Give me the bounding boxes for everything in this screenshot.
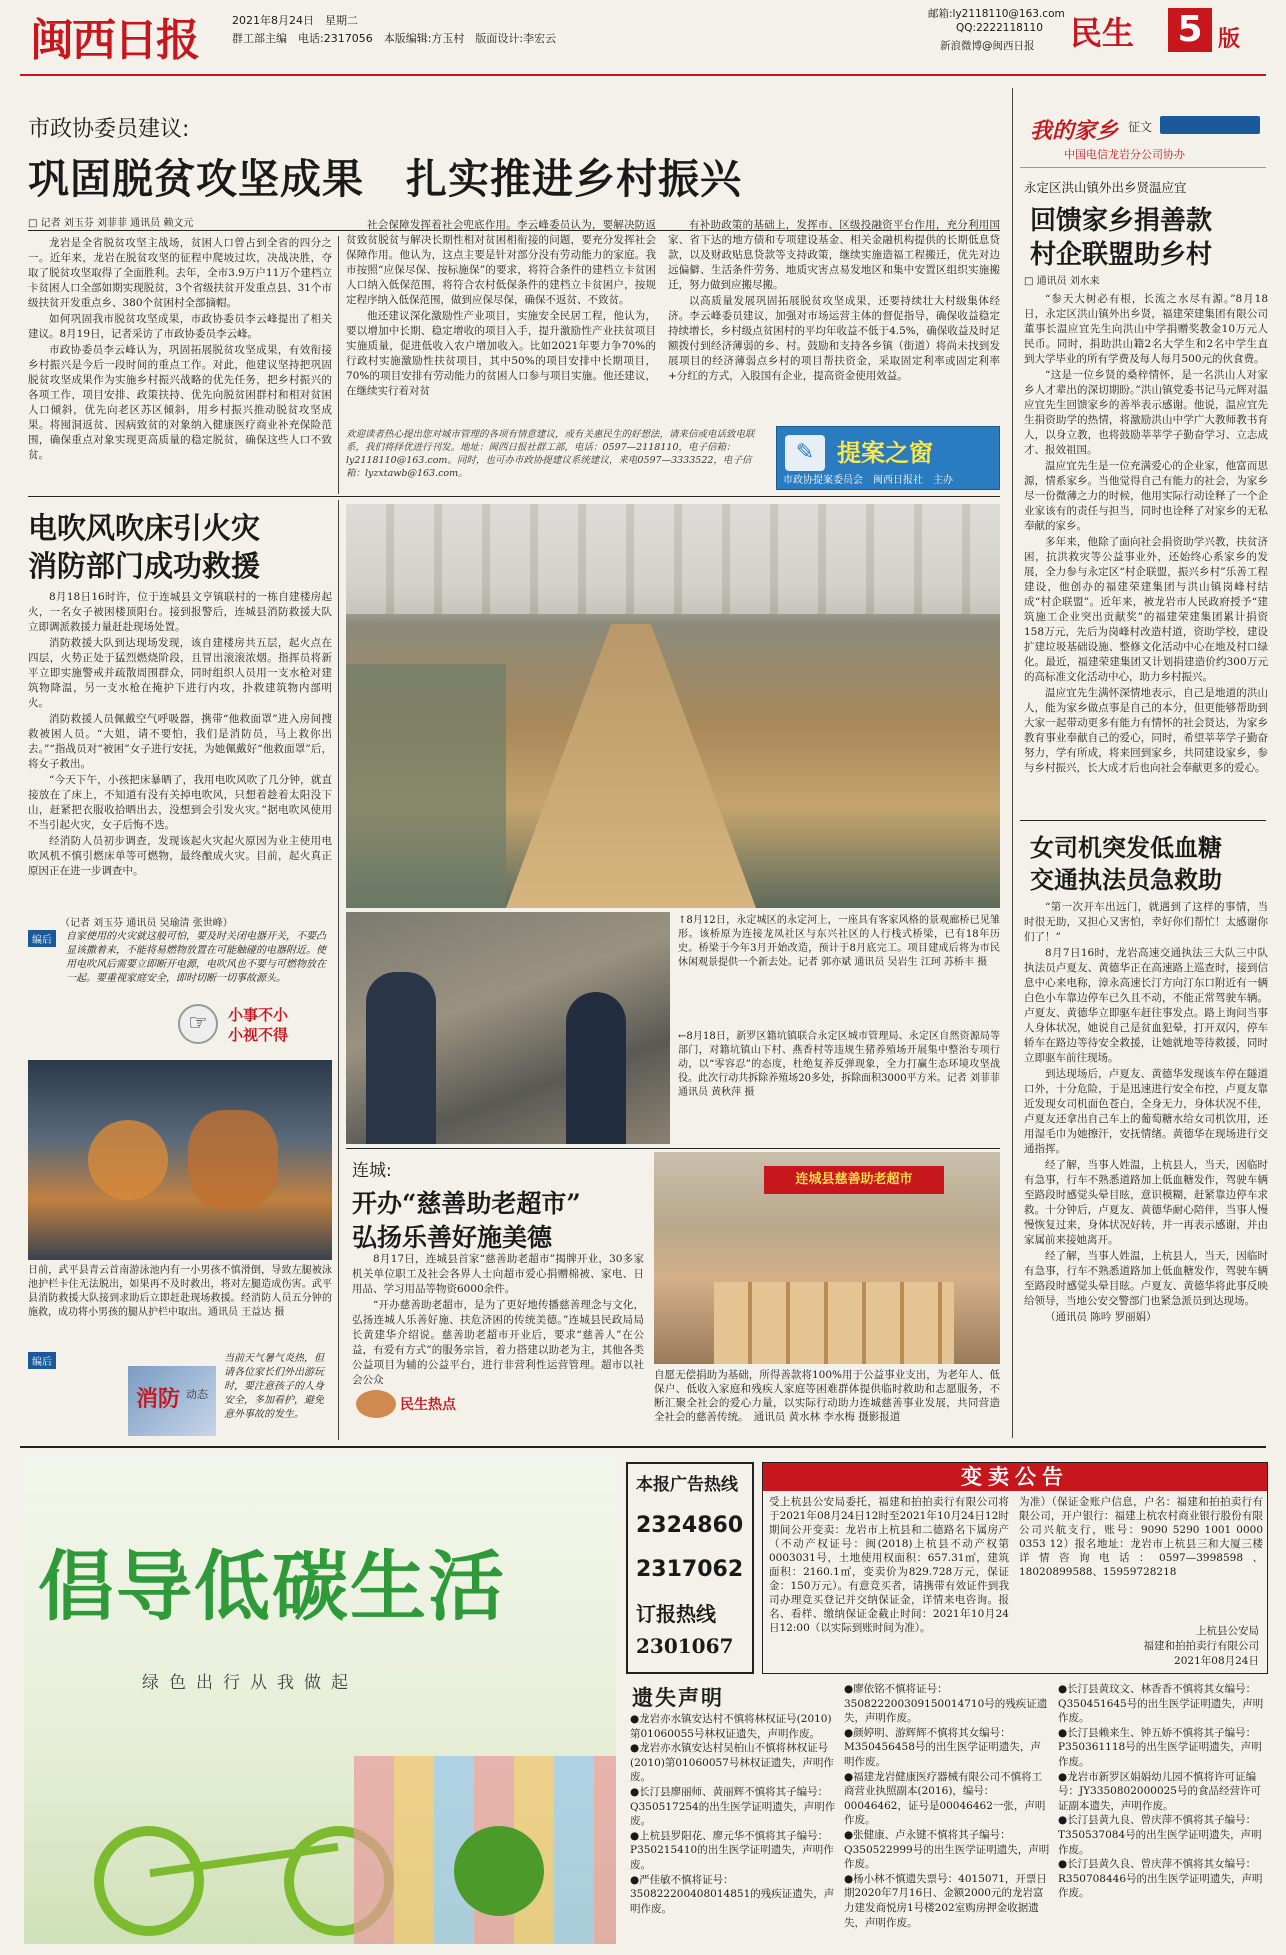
lost-item: ●上杭县罗阳花、廖元华不慎将其子编号：P350215410的出生医学证明遗失，声明作废。 [630, 1829, 834, 1871]
bridge-caption [678, 914, 1000, 1026]
lead-column-1 [28, 236, 332, 494]
rescue-tag-sub: 动态 [186, 1388, 208, 1401]
auction-title: 变卖公告 [763, 1463, 1267, 1491]
fire-para: 消防救援人员佩戴空气呼吸器，携带“他救面罩”进入房间搜救被困人员。“大姐，请不要怕，我们是消防员，马上救你出去。”“指战员对“被困”女子进行安抚，为她佩戴好“他救面罩”后，将女子救出。 [28, 713, 332, 770]
lost-column-3 [1058, 1682, 1264, 1946]
essay-contest-banner [1020, 112, 1266, 168]
charity-headline-2: 弘扬乐善好施美德 [352, 1223, 553, 1252]
driver-headline-2: 交通执法员急救助 [1030, 865, 1222, 894]
ad-headline: 倡导低碳生活 [38, 1542, 506, 1631]
qq: QQ:2222118110 [956, 22, 1043, 34]
sidebar-headline-2: 村企联盟助乡村 [1030, 240, 1213, 270]
logo: 闽西日报 [30, 15, 198, 66]
fire-body [28, 590, 332, 914]
fire-para: 经消防人员初步调查，发现该起火灾起火原因为业主使用电吹风机不慎引燃床单等可燃物，最终酿成火灾。目前，起火真正原因正在进一步调查中。 [28, 835, 332, 877]
charity-headline-1: 开办“慈善助老超市” [352, 1189, 581, 1218]
lost-item: ●长汀县黄九良、曾庆萍不慎将其子编号：T350537084号的出生医学证明遗失，声明作废。 [1058, 1814, 1262, 1856]
contest-brand-1: 我的家乡 [1030, 118, 1119, 144]
auction-text-left: 受上杭县公安局委托，福建和拍拍卖行有限公司将于2021年08月24日12时至2021年10月24日12时期间公开变卖：龙岩市上杭县和二德路名下属房产（不动产权证号：闽(2018)上杭县不动产权第0003031号，土地使用权面积：657.31㎡，建筑面积：2160.1㎡，变卖价为829.728万元，保证金：150万元）。有意竞买者，请携带有效证件到我司办理竞买登记并交纳保证金，详情来电咨询。报名、看样、缴纳保证金截止时间：2021年10月24日12:00（以实际到账时间为准）。 [769, 1496, 1009, 1634]
hot-label: 民生热点 [400, 1397, 456, 1413]
lead-para: 龙岩是全省脱贫攻坚主战场，贫困人口曾占到全省的四分之一。近年来，龙岩在脱贫攻坚的征程中爬坡过坎，决战决胜，夺取了脱贫攻坚取得了全面胜利。去年，全市3.9万户11万个建档立卡贫困人口全部如期实现脱贫，3个省级扶贫开发重点县、31个市级扶贫开发重点乡、380个贫困村全部摘帽。 [28, 237, 332, 309]
pig-farm-demolition-photo [346, 912, 670, 1144]
proposal-window-title: 提案之窗 [837, 438, 933, 467]
fire-para: 消防救援大队到达现场发现，该自建楼房共五层，起火点在四层，火势正处于猛烈燃烧阶段，且冒出滚滚浓烟。指挥员将新平立即实施警戒并疏散周围群众，同时组织人员用一支水枪对建筑物降温，另一支水枪在掩护下进行内攻，扑救建筑物内部明火。 [28, 637, 332, 709]
date-line: 2021年8月24日 星期二 [232, 14, 358, 27]
lost-item: ●龙岩市新罗区娟娟幼儿园不慎将许可证编号：JY3350802000025号的食品经营许可证副本遗失，声明作废。 [1058, 1770, 1261, 1812]
driver-para: 经了解，当事人姓温，上杭县人，当天，因临时有急事，行车不熟悉道路加上低血糖发作，驾驶车辆至路段时感觉头晕目眩，意识模糊，赶紧靠边停车求救。十分钟后，卢夏友、黄德华耐心陪伴，当事人慢慢恢复过来，身体状况好转，并一再表示感谢，并由家属前来接她离开。 [1024, 1159, 1268, 1246]
sidebar-para: 温应宜先生满怀深情地表示，自己是地道的洪山人，能为家乡做点事是自己的本分，但更能够帮助到大家一起带动更多有能力有情怀的社会贤达，为家乡教育事业奉献自己的爱心，同时，希望莘莘学子勤奋努力，学有所成，将来回到家乡，共同建设家乡，参与乡村振兴，长大成才后也向社会奉献更多的爱心。 [1024, 687, 1268, 774]
auction-text-right: 为准）（保证金账户信息，户名：福建和拍拍卖行有限公司，开户银行：福建上杭农村商业银行股份有限公司兴航支行，账号：9090 5290 1001 0000 0353 12）报名地址：龙岩市上杭县三和大厦三楼 详情咨询电话：0597—3998598、18020899588、15959728218 [1019, 1496, 1274, 1578]
bicycle-icon [94, 1786, 394, 1936]
warn-line-2: 小视不得 [228, 1026, 289, 1044]
lead-para: 市政协委员李云峰认为，巩固拓展脱贫攻坚成果，有效衔接乡村振兴是今后一段时间的重点工作。对此，他建议坚持把巩固脱贫攻坚成果作为实施乡村振兴战略的优先任务，把乡村振兴的各项工作，项目安排、政策扶持、优先向脱贫困群村和相对贫困人口倾斜，优先向老区苏区倾斜，用乡村振兴推动脱贫攻坚成果。将囤洞返贫、因病致贫的对象纳入健康医疗商业补充保险范围，确保重点对象实现更高质量的稳定脱贫，确保这些人口不致贫。 [28, 344, 332, 461]
sidebar-divider [1012, 88, 1013, 1438]
warn-line-1: 小事不小 [228, 1006, 289, 1024]
editor-line: 群工部主编 电话:2317056 本版编辑:方玉村 版面设计:李宏云 [232, 32, 557, 45]
lead-para: 以高质量发展巩固拓展脱贫攻坚成果，还要持续壮大村级集体经济。李云峰委员建议，加强对市场运营主体的督促指导，确保收益稳定持续增长，乡村级点贫困村的平均年收益不低于4.5%，确保收益及时足额拨付到经济薄弱的乡、村。鼓励和支持各乡镇（街道）将尚未找到发展项目的经济薄弱点乡村的项目帮扶资金，采取固定利率或固定利率+分红的方式，入股国有企业，提高资金使用效益。 [668, 295, 1000, 382]
driver-headline-1: 女司机突发低血糖 [1030, 833, 1222, 862]
officer-shape [566, 992, 626, 1144]
photo-bottom-rule [346, 1148, 1000, 1149]
auction-signature-1: 上杭县公安局 [1196, 1625, 1259, 1637]
sidebar-headline-1: 回馈家乡捐善款 [1030, 206, 1213, 236]
hotline-numbers: 2324860 2317062 [636, 1513, 744, 1582]
fire-byline: （记者 刘玉芬 通讯员 吴瑜清 张世峰） [60, 918, 233, 929]
hotline-title: 本报广告热线 [636, 1475, 738, 1495]
lost-item: ●杨小林不慎遗失票号：4015071，开票日期2020年7月16日、金额2000元的龙岩富力建发商悦房1号楼202室购房押金收据遗失，声明作废。 [844, 1872, 1047, 1929]
ad-section-rule [20, 1446, 1266, 1448]
ad-hotline-box [626, 1462, 754, 1674]
people-icon [356, 1390, 396, 1418]
lost-item: ●长汀县赖来生、钟五娇不慎将其子编号：P350361118号的出生医学证明遗失，声明作废。 [1058, 1726, 1262, 1768]
hot-label-badge [356, 1388, 476, 1420]
lead-para: 有补助政策的基础上，发挥市、区级投融资平台作用，充分利用国家、省下达的地方债和专项建设基金、相关金融机构提供的长期低息贷款，以及财政贴息贷款等支持政策，继续实施造福工程搬迁，优先对边远偏僻、生活条件劳务、地质灾害点易发地区和集中安置区组织实施搬迁，努力做到应搬尽搬。 [668, 219, 1000, 291]
bridge-deck-shape [506, 624, 756, 908]
lost-item: ●颜婷明、游辉辉不慎将其女编号：M350456458号的出生医学证明遗失，声明作废。 [844, 1726, 1041, 1768]
demolition-caption-text: 8月18日，新罗区籍坑镇联合永定区城市管理局、永定区自然资源局等部门，对籍坑镇山下村、燕香村等违规生猪养殖场开展集中整治专项行动，以“零容忍”的态度，杜绝复养反弹现象，全力打赢生态环境攻坚战役。此次行动共拆除养殖场20多处，拆除面积3000平方米。记者 刘菲菲 通讯员 黄秋萍 摄 [678, 1031, 1000, 1098]
lost-item: ●福建龙岩健康医疗器械有限公司不慎将工商营业执照副本(2016)，编号：00046462，证号是00046462一张，声明作废。 [844, 1770, 1046, 1827]
lead-bottom-rule [28, 496, 1000, 497]
page-number-box: 5 [1168, 8, 1212, 52]
arrow-left-icon: ← [678, 1031, 687, 1042]
arrow-up-icon: ↑ [678, 915, 687, 926]
fire-headline-2: 消防部门成功救援 [28, 549, 261, 583]
covered-bridge-photo [346, 504, 1000, 908]
lost-column-1 [630, 1712, 836, 1946]
donation-boxes-shape [714, 1282, 954, 1364]
auction-signature-2: 福建和拍拍卖行有限公司 [1143, 1640, 1259, 1652]
lost-item: ●龙岩亦水镇安达村吴柏山不慎将林权证号(2010)第01060057号林权证遗失，声明作废。 [630, 1742, 834, 1784]
lost-item: ●龙岩亦水镇安达村不慎将林权证号(2010)第01060055号林权证遗失，声明作废。 [630, 1713, 832, 1740]
bridge-caption-text: 8月12日，永定城区的永定河上，一座具有客家风格的景观廊桥已见雏形。该桥原为连接龙凤社区与东兴社区的人行栈式桥梁，已有18年历史。桥梁于今年3月开始改造，预计于8月底完工。项目建成后将为市民休闲观景提供一个新去处。记者 郭亦斌 通讯员 吴岩生 江珂 苏桥丰 摄 [678, 915, 1000, 968]
lost-notice-section [626, 1682, 1268, 1946]
pool-rescue-caption: 日前，武平县青云首南游泳池内有一小男孩不慎滑倒，导致左腿被泳池护栏卡住无法脱出，如果再不及时救出，将对左腿造成伤害。武平县消防救援大队接到求助后立即赶赴现场救援。经消防人员五分钟的施救，成功将小男孩的腿从护栏中取出。通讯员 王益达 摄 [28, 1265, 332, 1318]
sidebar-body [1024, 292, 1268, 816]
weibo: 新浪微博@闽西日报 [940, 40, 1035, 52]
rescue-editor-note: 当前天气暑气炎热，但请各位家长们外出游玩时，要注意孩子的人身安全，多加看护，避免意外事故的发生。 [224, 1353, 324, 1420]
officer-shape [366, 972, 436, 1144]
fire-headline-1: 电吹风吹床引火灾 [28, 511, 261, 545]
sidebar-para: 多年来，他除了面向社会捐资助学兴教，扶贫济困，抗洪救灾等公益事业外，还始终心系家乡的发展，全力参与永定区“村企联盟，振兴乡村”乐善工程建设，他创办的福建荣建集团与洪山镇岗峰村结成“村企联盟”。近年来，被龙岩市人民政府授予“建筑施工企业突出贡献奖”的福建荣建集团累计捐资158万元，先后为岗峰村改造村道，资助学校，建设扩建垃圾基础设施、整修文化活动中心在地及村口绿化。最近，福建荣建集团又计划捐建造价约300万元的高标准文化活动中心，助力乡村振兴。 [1024, 536, 1268, 683]
auction-notice [762, 1462, 1274, 1674]
lead-column-divider [338, 236, 339, 494]
lost-item: ●长汀县黄玟文、林香香不慎将其女编号：Q350451645号的出生医学证明遗失，声明作废。 [1058, 1683, 1264, 1725]
lead-notice: 欢迎读者热心提出您对城市管理的各项有情意建议，或有关惠民生的好想法，请来信或电话致电联系，我们将择优进行刊发。地址：闽西日报社群工部，电话：0597—2118110，电子信箱：ly2118110@163.com。同时，也可办市政协提建议系统建议，来电0597—3333522，电子信箱：lyzxtawb@163.com。 [346, 429, 755, 479]
contest-brand-3: 中国电信龙岩分公司协办 [1064, 148, 1185, 161]
charity-kicker: 连城: [352, 1161, 392, 1181]
charity-para: 8月17日，连城县首家“慈善助老超市”揭牌开业，30多家机关单位职工及社会各界人士向超市爱心捐赠棉被、家电、日用品、学习用品等物资6000余件。 [352, 1253, 644, 1295]
warning-graphic [28, 1000, 332, 1056]
section-name: 民生 [1070, 14, 1135, 52]
lost-column-2 [844, 1682, 1050, 1946]
driver-para: （通讯员 陈吟 罗丽娟） [1045, 1311, 1157, 1323]
lead-para: 他还建议深化激励性产业项目，实施安全民居工程，他认为，要以增加中长期、稳定增收的项目入手，提升激励性产业扶贫项目实施质量，促进低收入农户增加收入。比如2021年要力争70%的行政村实施激励性扶贫项目，其中50%的项目安排中长期项目，70%的项目安排有劳动能力的贫困人口参与项目实施。他还建议，在继续实行着对贫 [346, 310, 656, 397]
lost-item: ●长汀县黄久良、曾庆萍不慎将其女编号：R350708446号的出生医学证明遗失，声明作废。 [1058, 1858, 1263, 1900]
masthead [0, 0, 1286, 78]
charity-para: “开办慈善助老超市，是为了更好地传播慈善理念与文化，弘扬连城人乐善好施、扶危济困的传统美德。”连城县民政局局长黄建华介绍说。慈善助老超市开业后，要求“慈善人”在公益，有爱有方式”的服务宗旨，着力搭建以助老为主，其他各类公益项目为辅的公益平台，进行非营利性运营管理。超市以社会公众 [352, 1299, 644, 1386]
editor-label: 编后 [28, 1352, 56, 1369]
proposal-window-sub: 市政协提案委员会 闽西日报社 主办 [783, 475, 953, 486]
lead-headline: 巩固脱贫攻坚成果 扎实推进乡村振兴 [28, 155, 742, 203]
sidebar-byline: □ 通讯员 刘水来 [1024, 276, 1100, 287]
editor-label: 编后 [28, 930, 56, 947]
auction-date: 2021年08月24日 [1174, 1655, 1259, 1667]
contest-brand-2: 征文 [1128, 120, 1153, 134]
left-column-divider [338, 500, 339, 1440]
proposal-window-box [776, 426, 1000, 490]
fire-para: 8月18日16时许，位于连城县文亨镇联村的一栋自建楼房起火，一名女子被困楼顶阳台。接到报警后，连城县消防救援大队立即调派救援力量赶赴现场处置。 [28, 591, 332, 633]
ad-slogan: 绿色出行从我做起 [142, 1673, 358, 1693]
rescue-tag: 消防 [136, 1386, 181, 1412]
lead-para: 如何巩固我市脱贫攻坚成果，市政协委员李云峰提出了相关建议。8月19日，记者采访了市政协委员李云峰。 [28, 313, 332, 340]
sidebar-rule [1020, 820, 1266, 821]
masthead-rule [20, 74, 1266, 76]
lost-item: ●长汀县廖丽师、黄丽辉不慎将其子编号：Q350517254的出生医学证明遗失，声明作废。 [630, 1785, 836, 1828]
lost-item: ●廖依铭不慎将证号：350822200309150014710号的残疾证遗失，声明作废。 [844, 1683, 1048, 1725]
low-carbon-ad [24, 1456, 616, 1944]
sidebar-para: 温应宜先生是一位充满爱心的企业家，他富而思源，情系家乡。当他觉得自己有能力的社会，为家乡尽一份微薄之力的时候，他用实际行动诠释了一个企业家该有的责任与担当，同时也诠释了对家乡的无私奉献的家乡。 [1024, 460, 1268, 532]
pen-icon: ✎ [785, 435, 825, 471]
sidebar-kicker: 永定区洪山镇外出乡贤温应宜 [1024, 180, 1187, 195]
fire-editor-note: 自家使用的火灾就这般可怕，要及时关闭电器开关，不要凸显该撒着来，不能将易燃物放置在可能触碰的电器附近。使用电吹风后需要立即断开电源，电吹风也不要与可燃物放在一起。要重视家庭安全，即时切断一切事故源头。 [66, 931, 326, 984]
sidebar-para: “参天大树必有根，长流之水尽有源。”8月18日，永定区洪山镇外出乡贤，福建荣建集团有限公司董事长温应宜先生向洪山中学捐赠奖教金10万元人民币。同时，捐助洪山籍2名大学生和2名中学生直到大学毕业的所有学费及每人每月500元的伙食费。 [1024, 293, 1268, 365]
driver-para: 经了解，当事人姓温，上杭县人，当天，因临时有急事，行车不熟悉道路加上低血糖发作，驾驶车辆至路段时感觉头晕目眩。卢夏友、黄德华将此事反映给领导，当地公安交警部门也紧急派员到达现场。 [1024, 1250, 1268, 1307]
email: 邮箱:ly2118110@163.com [928, 8, 1065, 20]
lost-item: ●严佳敏不慎将证号：350822200408014851的残疾证遗失，声明作废。 [630, 1873, 835, 1915]
firefighter-shape [188, 1110, 278, 1210]
lost-title: 遗失声明 [632, 1685, 724, 1710]
sidebar-para: “这是一位乡贤的桑梓情怀，是一名洪山人对家乡人才辈出的深切期盼。”洪山镇党委书记马元辉对温应宜先生回馈家乡的善举表示感谢。他说，温应宜先生捐资助学的热情，将激励洪山中学广大教师教书育人，以身立教，也将鼓励莘莘学子勤奋学习、立志成才、报效祖国。 [1024, 369, 1268, 456]
driver-para: 8月7日16时，龙岩高速交通执法三大队三中队执法员卢夏友、黄德华正在高速路上巡查时，接到信息中心来电称，漳永高速长汀方向汀东口附近有一辆白色小车靠边停车已久且不动，不能正常驾驶车辆。卢夏友、黄德华立即驱车赶往事发点。路上询问当事人身体状况，她说自己是贫血犯晕，打开双闪，停车轿车在路边等待安全救援，让她就地等待救援，同时立即驱车前往现场。 [1024, 947, 1268, 1064]
caution-icon: ☞ [178, 1004, 218, 1044]
subscription-hotline: 订报热线 2301067 [636, 1602, 734, 1658]
lead-kicker: 市政协委员建议: [28, 117, 190, 142]
buildings-shape [346, 504, 1000, 614]
fire-para: “今天下午，小孩把床暴晒了，我用电吹风吹了几分钟，就直接放在了床上，不知道有没有关掉电吹风，只想着趁着太阳没下山，赶紧把衣服收拾晒出去，没想到会引发火灾。”据电吹风使用不当引起火灾，女子后悔不迭。 [28, 774, 332, 831]
charity-body-right: 自愿无偿捐助为基础，所得善款将100%用于公益事业支出，为老年人、低保户、低收入家庭和残疾人家庭等困难群体提供临时救助和志愿服务，不断汇聚全社会的爱心力量，以实际行动助力连城慈善事业发展，共同营造全社会的慈善传统。 通讯员 黄水林 李水梅 摄影报道 [654, 1369, 1000, 1423]
page-suffix: 版 [1218, 26, 1241, 52]
lost-item: ●张健康、卢永键不慎将其子编号：Q350522999号的出生医学证明遗失，声明作废。 [844, 1828, 1050, 1871]
lead-column-3 [668, 218, 1000, 424]
lead-para: 社会保障发挥着社会兜底作用。李云峰委员认为，要解决防返贫致贫脱贫与解决长期性相对贫困相衔接的问题，要充分发挥社会保障作用。他认为，这点主要是针对部分没有劳动能力的家庭。我市按照“应保尽保、按标施保”的要求，将符合条件的建档立卡贫困人口纳入低保范围，将符合农村低保条件的建档立卡贫困户，按规定程序纳入低保范围，做到应保尽保，确保不返贫、不致贫。 [346, 219, 656, 306]
driver-body [1024, 900, 1268, 1436]
lead-column-2 [346, 218, 656, 424]
lead-byline: □ 记者 刘玉芬 刘菲菲 通讯员 赖文元 [28, 218, 194, 229]
driver-para: 到达现场后，卢夏友、黄德华发现该车停在隧道口外，十分危险，于是迅速进行安全布控，卢夏友靠近发现女司机面色苍白，全身无力，身体状况不佳，卢夏友还拿出自己车上的葡萄糖水给女司机饮用，还用湿毛巾为她擦汗，安抚情绪。黄德华在现场进行交通指挥。 [1024, 1068, 1268, 1155]
charity-supermarket-photo [654, 1152, 1000, 1364]
tree-shape [454, 1826, 544, 1916]
pool-rescue-photo [28, 1060, 332, 1260]
charity-banner: 连城县慈善助老超市 [764, 1166, 944, 1194]
firefighter-shape [88, 1120, 168, 1200]
fire-editor-note-box [28, 930, 332, 1008]
driver-para: “第一次开车出远门，就遇到了这样的事情，当时很无助，又担心又害怕，幸好你们帮忙！太感谢你们了！” [1024, 901, 1268, 943]
demolition-caption [678, 1030, 1000, 1142]
telecom-logo [1160, 116, 1260, 134]
rescue-editor-note-box [28, 1352, 332, 1438]
river-shape [346, 664, 506, 908]
